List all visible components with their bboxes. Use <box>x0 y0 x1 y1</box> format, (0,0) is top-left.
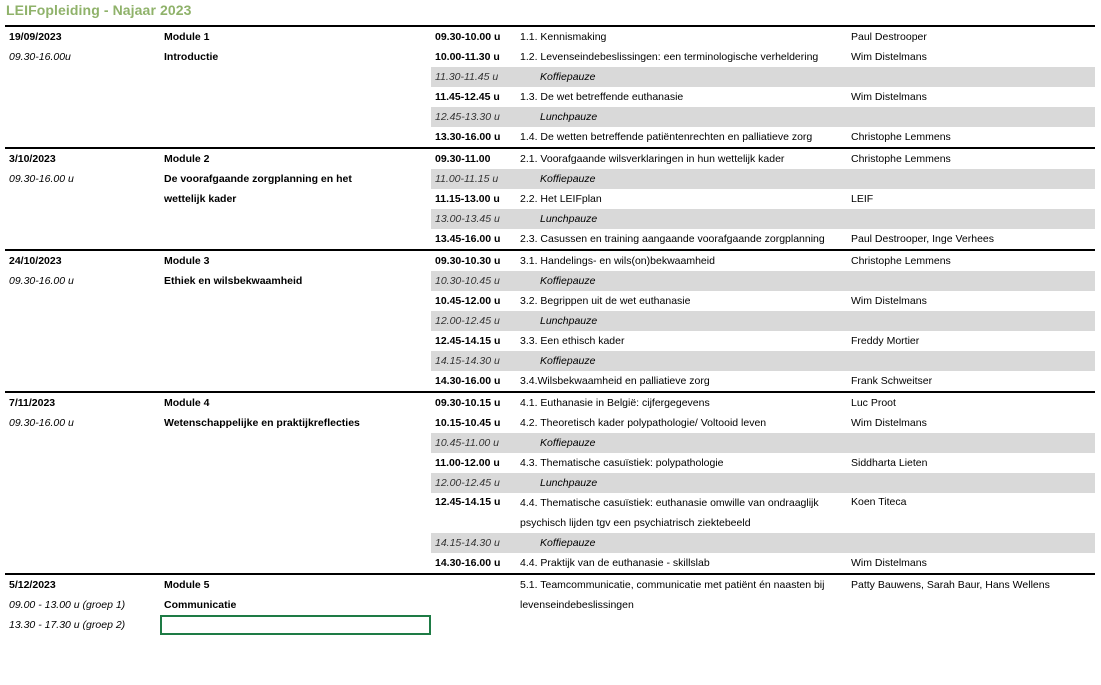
module-name-cell[interactable] <box>160 351 431 371</box>
speaker-cell[interactable]: Wim Distelmans <box>851 417 927 429</box>
time-cell[interactable]: 14.15-14.30 u <box>431 351 516 371</box>
time-cell[interactable]: 09.30-11.00 <box>431 148 516 169</box>
time-cell[interactable]: 11.15-13.00 u <box>435 193 500 205</box>
module-date-cell[interactable]: 09.00 - 13.00 u (groep 1) <box>9 599 126 611</box>
session-cell[interactable]: 3.4.Wilsbekwaamheid en palliatieve zorg <box>520 375 710 387</box>
time-cell[interactable]: 12.00-12.45 u <box>431 473 516 493</box>
session-cell[interactable]: levenseindebeslissingen <box>520 599 634 611</box>
session-cell[interactable]: 1.1. Kennismaking <box>516 26 847 47</box>
session-cell[interactable]: Koffiepauze <box>516 169 847 189</box>
module-date-cell[interactable] <box>5 371 160 392</box>
speaker-cell[interactable] <box>847 351 1095 371</box>
speaker-cell[interactable]: Christophe Lemmens <box>847 148 1095 169</box>
module-name-cell[interactable] <box>160 107 431 127</box>
time-cell[interactable] <box>431 574 516 635</box>
break-row <box>5 107 1095 127</box>
table-row <box>5 47 1095 67</box>
module-date-cell[interactable]: 7/11/2023 <box>5 392 160 413</box>
session-cell[interactable]: 3.2. Begrippen uit de wet euthanasie <box>520 295 691 307</box>
speaker-cell[interactable] <box>847 209 1095 229</box>
break-row <box>5 311 1095 331</box>
module-name-cell[interactable] <box>160 513 431 533</box>
time-cell[interactable]: 10.00-11.30 u <box>435 51 500 63</box>
speaker-cell[interactable]: Wim Distelmans <box>851 91 927 103</box>
table-row <box>5 371 1095 392</box>
session-cell[interactable]: 3.1. Handelings- en wils(on)bekwaamheid <box>516 250 847 271</box>
speaker-cell[interactable]: Wim Distelmans <box>851 295 927 307</box>
time-cell[interactable]: 12.00-12.45 u <box>431 311 516 331</box>
module-date-cell[interactable]: 13.30 - 17.30 u (groep 2) <box>9 619 126 631</box>
table-row <box>5 229 1095 250</box>
session-cell[interactable]: 1.3. De wet betreffende euthanasie <box>520 91 684 103</box>
module-name-cell[interactable] <box>160 229 431 250</box>
time-cell[interactable]: 10.45-12.00 u <box>435 295 501 307</box>
table-row <box>5 392 1095 413</box>
module-date-cell[interactable]: 3/10/2023 <box>5 148 160 169</box>
module-name-cell[interactable]: Introductie <box>164 51 219 63</box>
module-date-cell[interactable]: 19/09/2023 <box>5 26 160 47</box>
module-date-cell[interactable] <box>5 209 160 229</box>
session-cell[interactable]: 4.1. Euthanasie in België: cijfergegevens <box>516 392 847 413</box>
time-cell[interactable]: 13.45-16.00 u <box>435 233 501 245</box>
time-cell[interactable]: 14.15-14.30 u <box>431 533 516 553</box>
time-cell[interactable]: 12.45-14.15 u <box>435 335 501 347</box>
module-date-cell[interactable] <box>5 331 160 351</box>
module-name-cell[interactable] <box>160 533 431 553</box>
speaker-cell[interactable]: Christophe Lemmens <box>847 250 1095 271</box>
module-name-cell[interactable]: Ethiek en wilsbekwaamheid <box>164 275 303 287</box>
module-date-cell[interactable] <box>5 87 160 107</box>
session-cell[interactable]: 1.4. De wetten betreffende patiëntenrechten en palliatieve zorg <box>520 131 813 143</box>
session-cell[interactable]: Koffiepauze <box>516 67 847 87</box>
module-name-cell[interactable] <box>160 127 431 148</box>
session-cell[interactable]: Lunchpauze <box>516 209 847 229</box>
speaker-cell[interactable]: Patty Bauwens, Sarah Baur, Hans Wellens <box>847 574 1095 635</box>
speaker-cell[interactable]: Wim Distelmans <box>851 557 927 569</box>
session-cell[interactable] <box>516 615 847 635</box>
speaker-cell[interactable]: Siddharta Lieten <box>851 457 928 469</box>
speaker-cell[interactable] <box>847 433 1095 453</box>
module-name-cell[interactable] <box>160 453 431 473</box>
session-cell[interactable]: 4.4. Praktijk van de euthanasie - skillslab <box>520 557 710 569</box>
module-name-cell[interactable]: wettelijk kader <box>164 193 237 205</box>
speaker-cell[interactable] <box>847 169 1095 189</box>
module-date-cell[interactable] <box>5 473 160 493</box>
table-row <box>5 87 1095 107</box>
table-row <box>5 574 1095 595</box>
time-cell[interactable]: 11.00-11.15 u <box>431 169 516 189</box>
session-cell[interactable]: Lunchpauze <box>516 311 847 331</box>
module-date-cell[interactable] <box>5 533 160 553</box>
module-date-cell[interactable] <box>5 291 160 311</box>
speaker-cell[interactable]: Wim Distelmans <box>851 51 927 63</box>
time-cell[interactable]: 09.30-10.00 u <box>431 26 516 47</box>
speaker-cell[interactable] <box>847 473 1095 493</box>
break-row <box>5 533 1095 553</box>
table-row <box>5 413 1095 433</box>
module-name-cell[interactable]: Communicatie <box>164 599 237 611</box>
table-row <box>5 291 1095 311</box>
module-name-cell[interactable]: Module 3 <box>160 250 431 271</box>
table-row <box>5 453 1095 473</box>
time-cell[interactable]: 12.45-13.30 u <box>431 107 516 127</box>
time-cell[interactable]: 14.30-16.00 u <box>435 375 501 387</box>
time-cell[interactable]: 14.30-16.00 u <box>435 557 501 569</box>
session-cell[interactable]: 1.2. Levenseindebeslissingen: een terminologische verheldering <box>520 51 819 63</box>
session-cell[interactable]: 2.3. Casussen en training aangaande voorafgaande zorgplanning <box>520 233 825 245</box>
time-cell[interactable]: 10.15-10.45 u <box>435 417 501 429</box>
speaker-cell[interactable] <box>847 107 1095 127</box>
module-date-cell[interactable] <box>5 513 160 533</box>
module-name-cell[interactable] <box>160 87 431 107</box>
session-cell[interactable]: psychisch lijden tgv een psychiatrisch ziektebeeld <box>520 517 751 529</box>
speaker-cell[interactable]: LEIF <box>851 193 874 205</box>
break-row <box>5 67 1095 87</box>
session-cell[interactable]: 3.3. Een ethisch kader <box>520 335 625 347</box>
time-cell[interactable]: 13.30-16.00 u <box>435 131 501 143</box>
table-row <box>5 331 1095 351</box>
speaker-cell[interactable]: Paul Destrooper, Inge Verhees <box>851 233 995 245</box>
speaker-cell[interactable]: Freddy Mortier <box>851 335 920 347</box>
module-name-cell[interactable] <box>160 209 431 229</box>
module-date-cell[interactable] <box>5 553 160 574</box>
table-row <box>5 250 1095 271</box>
session-cell[interactable]: Koffiepauze <box>516 433 847 453</box>
module-date-cell[interactable] <box>5 127 160 148</box>
table-row <box>5 189 1095 209</box>
session-cell[interactable]: 4.4. Thematische casuïstiek: euthanasie omwille van ondraaglijk <box>520 497 819 509</box>
page-title: LEIFopleiding - Najaar 2023 <box>6 2 192 18</box>
module-name-cell[interactable] <box>160 291 431 311</box>
module-name-cell[interactable]: Module 2 <box>160 148 431 169</box>
speaker-cell[interactable]: Frank Schweitser <box>851 375 933 387</box>
module-name-cell[interactable] <box>160 311 431 331</box>
module-date-cell[interactable] <box>5 453 160 473</box>
module-name-cell[interactable] <box>160 67 431 87</box>
module-date-cell[interactable] <box>5 311 160 331</box>
session-cell[interactable]: 2.1. Voorafgaande wilsverklaringen in hun wettelijk kader <box>516 148 847 169</box>
module-date-cell[interactable] <box>5 493 160 513</box>
selected-cell[interactable] <box>160 615 431 635</box>
module-date-cell[interactable]: 09.30-16.00u <box>9 51 71 63</box>
break-row <box>5 209 1095 229</box>
break-row <box>5 271 1095 291</box>
break-row <box>5 473 1095 493</box>
module-name-cell[interactable] <box>160 433 431 453</box>
time-cell[interactable]: 10.30-10.45 u <box>431 271 516 291</box>
module-date-cell[interactable]: 24/10/2023 <box>5 250 160 271</box>
module-name-cell[interactable] <box>160 473 431 493</box>
session-cell[interactable]: Lunchpauze <box>516 107 847 127</box>
table-row <box>5 127 1095 148</box>
speaker-cell[interactable]: Luc Proot <box>847 392 1095 413</box>
module-name-cell[interactable]: De voorafgaande zorgplanning en het <box>164 173 352 185</box>
table-row <box>5 148 1095 169</box>
session-cell[interactable]: Lunchpauze <box>516 473 847 493</box>
schedule-table <box>5 25 1095 635</box>
time-cell[interactable]: 13.00-13.45 u <box>431 209 516 229</box>
session-cell[interactable]: 2.2. Het LEIFplan <box>520 193 602 205</box>
speaker-cell[interactable]: Koen Titeca <box>851 496 907 508</box>
module-date-cell[interactable]: 09.30-16.00 u <box>9 417 74 429</box>
time-cell[interactable]: 12.45-14.15 u <box>435 496 501 508</box>
module-name-cell[interactable]: Module 4 <box>160 392 431 413</box>
module-name-cell[interactable] <box>160 553 431 574</box>
speaker-cell[interactable] <box>847 271 1095 291</box>
session-cell[interactable]: Koffiepauze <box>516 271 847 291</box>
module-date-cell[interactable] <box>5 229 160 250</box>
session-cell[interactable]: 5.1. Teamcommunicatie, communicatie met patiënt én naasten bij <box>516 574 847 595</box>
break-row <box>5 351 1095 371</box>
module-date-cell[interactable]: 5/12/2023 <box>5 574 160 595</box>
time-cell[interactable]: 09.30-10.15 u <box>431 392 516 413</box>
module-date-cell[interactable] <box>5 67 160 87</box>
speaker-cell[interactable] <box>847 311 1095 331</box>
module-date-cell[interactable]: 09.30-16.00 u <box>9 275 74 287</box>
module-date-cell[interactable] <box>5 107 160 127</box>
module-name-cell[interactable]: Wetenschappelijke en praktijkreflecties <box>164 417 360 429</box>
module-name-cell[interactable] <box>160 331 431 351</box>
break-row <box>5 169 1095 189</box>
module-date-cell[interactable] <box>5 351 160 371</box>
time-cell[interactable]: 11.00-12.00 u <box>435 457 500 469</box>
module-name-cell[interactable] <box>160 493 431 513</box>
module-date-cell[interactable]: 09.30-16.00 u <box>9 173 74 185</box>
speaker-cell[interactable]: Christophe Lemmens <box>851 131 951 143</box>
module-name-cell[interactable] <box>160 371 431 392</box>
session-cell[interactable]: Koffiepauze <box>516 533 847 553</box>
session-cell[interactable]: Koffiepauze <box>516 351 847 371</box>
speaker-cell[interactable]: Paul Destrooper <box>847 26 1095 47</box>
module-date-cell[interactable] <box>5 189 160 209</box>
speaker-cell[interactable] <box>847 533 1095 553</box>
speaker-cell[interactable] <box>847 67 1095 87</box>
table-row <box>5 553 1095 574</box>
break-row <box>5 433 1095 453</box>
time-cell[interactable]: 11.30-11.45 u <box>431 67 516 87</box>
table-row <box>5 26 1095 47</box>
session-cell[interactable]: 4.2. Theoretisch kader polypathologie/ Voltooid leven <box>520 417 767 429</box>
session-cell[interactable]: 4.3. Thematische casuïstiek: polypathologie <box>520 457 724 469</box>
table-row <box>5 493 1095 513</box>
module-name-cell[interactable]: Module 5 <box>160 574 431 595</box>
time-cell[interactable]: 09.30-10.30 u <box>431 250 516 271</box>
module-name-cell[interactable]: Module 1 <box>160 26 431 47</box>
module-date-cell[interactable] <box>5 433 160 453</box>
time-cell[interactable]: 10.45-11.00 u <box>431 433 516 453</box>
time-cell[interactable]: 11.45-12.45 u <box>435 91 500 103</box>
